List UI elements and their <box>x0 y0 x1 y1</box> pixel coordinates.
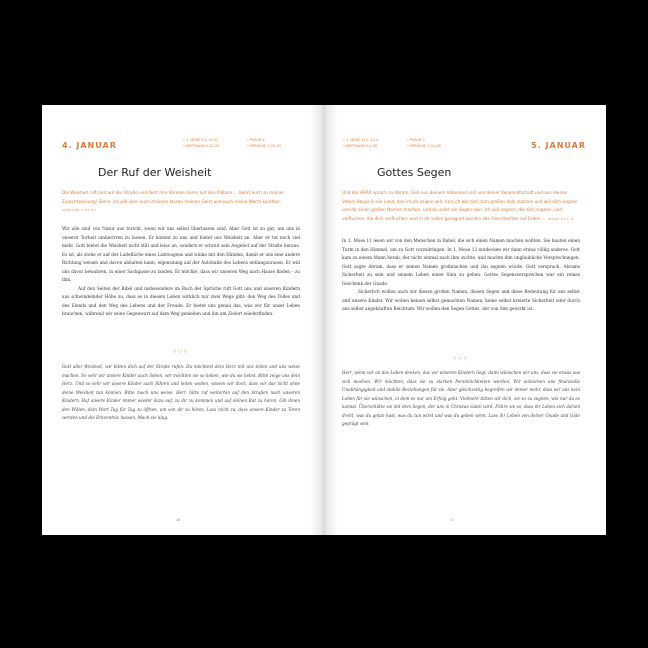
devotion-body <box>342 238 580 315</box>
day-heading: 4. JANUAR <box>62 141 117 150</box>
key-verse-text: Und der HERR sprach zu Abram: Geh aus deinem Vaterland und von deiner Verwandtschaft und aus deines Vaters Hause in ein Land, das ich dir zeigen will. Und ich will dich zum großen Volk machen und will dich segnen und dir einen großen Namen machen, und du sollst ein Segen sein. Ich will segnen, die dich segnen, und verfluchen, die dich verfluchen; und in dir sollen gesegnet werden alle Geschlechter auf Erden. <box>342 190 578 221</box>
key-verse-text: Die Weisheit ruft laut auf der Straße und lässt ihre Stimme hören auf den Plätzen … Kehrt euch zu meiner Zurechtweisung! Siehe, ich will über euch strömen lassen meinen Geist und euch meine Worte kundtun. <box>62 190 285 204</box>
reading-ref: ○ SPRÜCHE 1,24–28 <box>406 143 441 148</box>
ornament-divider: ○○○ <box>452 355 470 360</box>
devotion-title: Gottes Segen <box>377 166 452 179</box>
reading-ref: ○ PSALM 4 <box>246 138 265 142</box>
reading-ref: ○ 1. MOSE 9,1–10,32 <box>182 138 219 142</box>
body-paragraph: Wir alle sind von Natur aus töricht, wenn wir uns selbst überlassen sind. Aber Gott ist zu gut, um uns in unserer Torheit umherirren zu lassen. Er kommt zu uns und bietet uns Weisheit an. Aber er tut noch viel mehr. Gott bietet die Weisheit nicht still und leise an, sondern er schreit sein Angebot auf der Straße heraus. Es ist, als stehe er auf der Ladefläche eines Lastwagens und winke mit den Händen, damit er uns eine andere Richtung weisen und davon abhalten kann, eigensinnig auf der Autobahn des Lebens entlangzurasen. Er will uns davor bewahren, in einer Sackgasse zu landen. Er möchte, dass wir unseren Weg nach Hause finden – zu ihm. <box>62 227 300 284</box>
page-number: 16 <box>176 518 181 522</box>
reading-ref: ○ MATTHÄUS 4,12–25 <box>182 143 220 148</box>
page-number: 17 <box>450 518 455 522</box>
open-book <box>42 105 606 535</box>
key-verse <box>342 189 578 223</box>
prayer-text: Gott aller Weisheit, wir bitten dich auf der Straße rufen. Du möchtest dein Herz mit uns teilen und uns weise machen. So sehr wir unsere Kinder auch lieben, wir möchten sie so lieben, wie du sie liebst. Bitte zeige uns dein Herz. Und so sehr wir unsere Kinder auch führen und leiten wollen, wissen wir doch, dass wir das nicht ohne deine Weisheit tun können. Bitte mach uns weise. Herr, bitte ruf weiterhin auf den Straßen nach unseren Kindern. Ruf unsere Kinder immer wieder dazu auf, zu dir zu kommen und auf deinen Rat zu hören. Gib ihnen den Willen, dein Wort Tag für Tag zu öffnen, um von dir zu hören. Lass nicht zu, dass unsere Kinder zu Toren werden und die Erkenntnis hassen. Mach sie klug. <box>62 364 300 421</box>
day-heading: 5. JANUAR <box>531 141 586 150</box>
right-page <box>324 105 606 535</box>
reading-ref: ○ MATTHÄUS 5,1–26 <box>342 143 378 148</box>
devotion-body <box>62 226 300 320</box>
body-paragraph: Auf den Seiten der Bibel und insbesondere im Buch der Sprüche ruft Gott uns und unseren Kindern aus schwindelnder Höhe zu, dass es in diesem Leben wirklich nur zwei Wege gibt: den Weg des Todes und des Elends und den Weg des Lebens und der Freude. Er bietet uns genau das, was wir für unser Leben brauchen, während wir seine Gegenwart auf dem Weg genießen und ihn am Zielort wiederfinden. <box>62 286 300 318</box>
book-gutter <box>310 105 338 535</box>
reading-plan <box>342 138 454 149</box>
key-verse-source: 1. MOSE 12,1–3 <box>543 216 574 221</box>
reading-ref: ○ 1. MOSE 11,1–13,4 <box>342 138 379 142</box>
reading-plan <box>182 138 294 149</box>
ornament-divider: ○○○ <box>172 348 190 353</box>
key-verse <box>62 189 298 215</box>
devotion-title: Der Ruf der Weisheit <box>98 166 212 179</box>
body-paragraph: In 1. Mose 11 lesen wir von den Menschen in Babel, die sich einen Namen machen wollten. Sie bauten einen Turm in den Himmel, um zu Gott vorzudringen. In 1. Mose 12 entdecken wir dann etwas völlig anderes. Gott kam zu einem Mann herab, der nicht einmal nach ihm suchte, und machte ihm unglaubliche Versprechungen. Gott sagte Abram, dass er seinen Namen großmachen und ihn segnen würde. Gott versprach, Abrams Sicherheit zu sein und seinem Leben einen Sinn zu geben. Gottes Segensversprechen war ein reines Geschenk der Gnade. <box>342 239 580 287</box>
body-paragraph: Sicherlich wollen auch wir diesen großen Namen, diesen Segen und diese Bedeutung für uns selbst und unsere Kinder. Wir wollen keinen selbst gemachten Namen, keine selbst kreierte Sicherheit oder durch uns selbst angehäuften Reichtum. Wir wollen den Segen Gottes, der von ihm gewirkt ist. <box>342 290 580 313</box>
left-page <box>42 105 324 535</box>
key-verse-source: SPRÜCHE 1,20.23 <box>62 208 97 213</box>
prayer-text: Herr, wenn wir an das Leben denken, das vor unseren Kindern liegt, dann wünschen wir uns, dass sie etwas aus sich machen. Wir möchten, dass sie zu starken Persönlichkeiten werden. Wir wünschen uns finanzielle Unabhängigkeit und stabile Beziehungen für sie. Aber gleichzeitig begreifen wir immer mehr, dass wir uns kein Leben für sie wünschen, in dem es nur um Erfolg geht. Vielmehr bitten wir dich, sie so zu segnen, wie nur du es kannst. Überschütte sie mit dem Segen, der uns in Christus zuteil wird. Führe sie so, dass ihr Leben sich darum dreht, was du getan hast, was du tun wirst und was du geben wirst. Lass ihr Leben von deiner Gnade und Güte geprägt sein. <box>342 370 580 427</box>
reading-ref: ○ PSALM 5 <box>406 138 425 142</box>
reading-ref: ○ SPRÜCHE 1,20–33 <box>246 143 281 148</box>
